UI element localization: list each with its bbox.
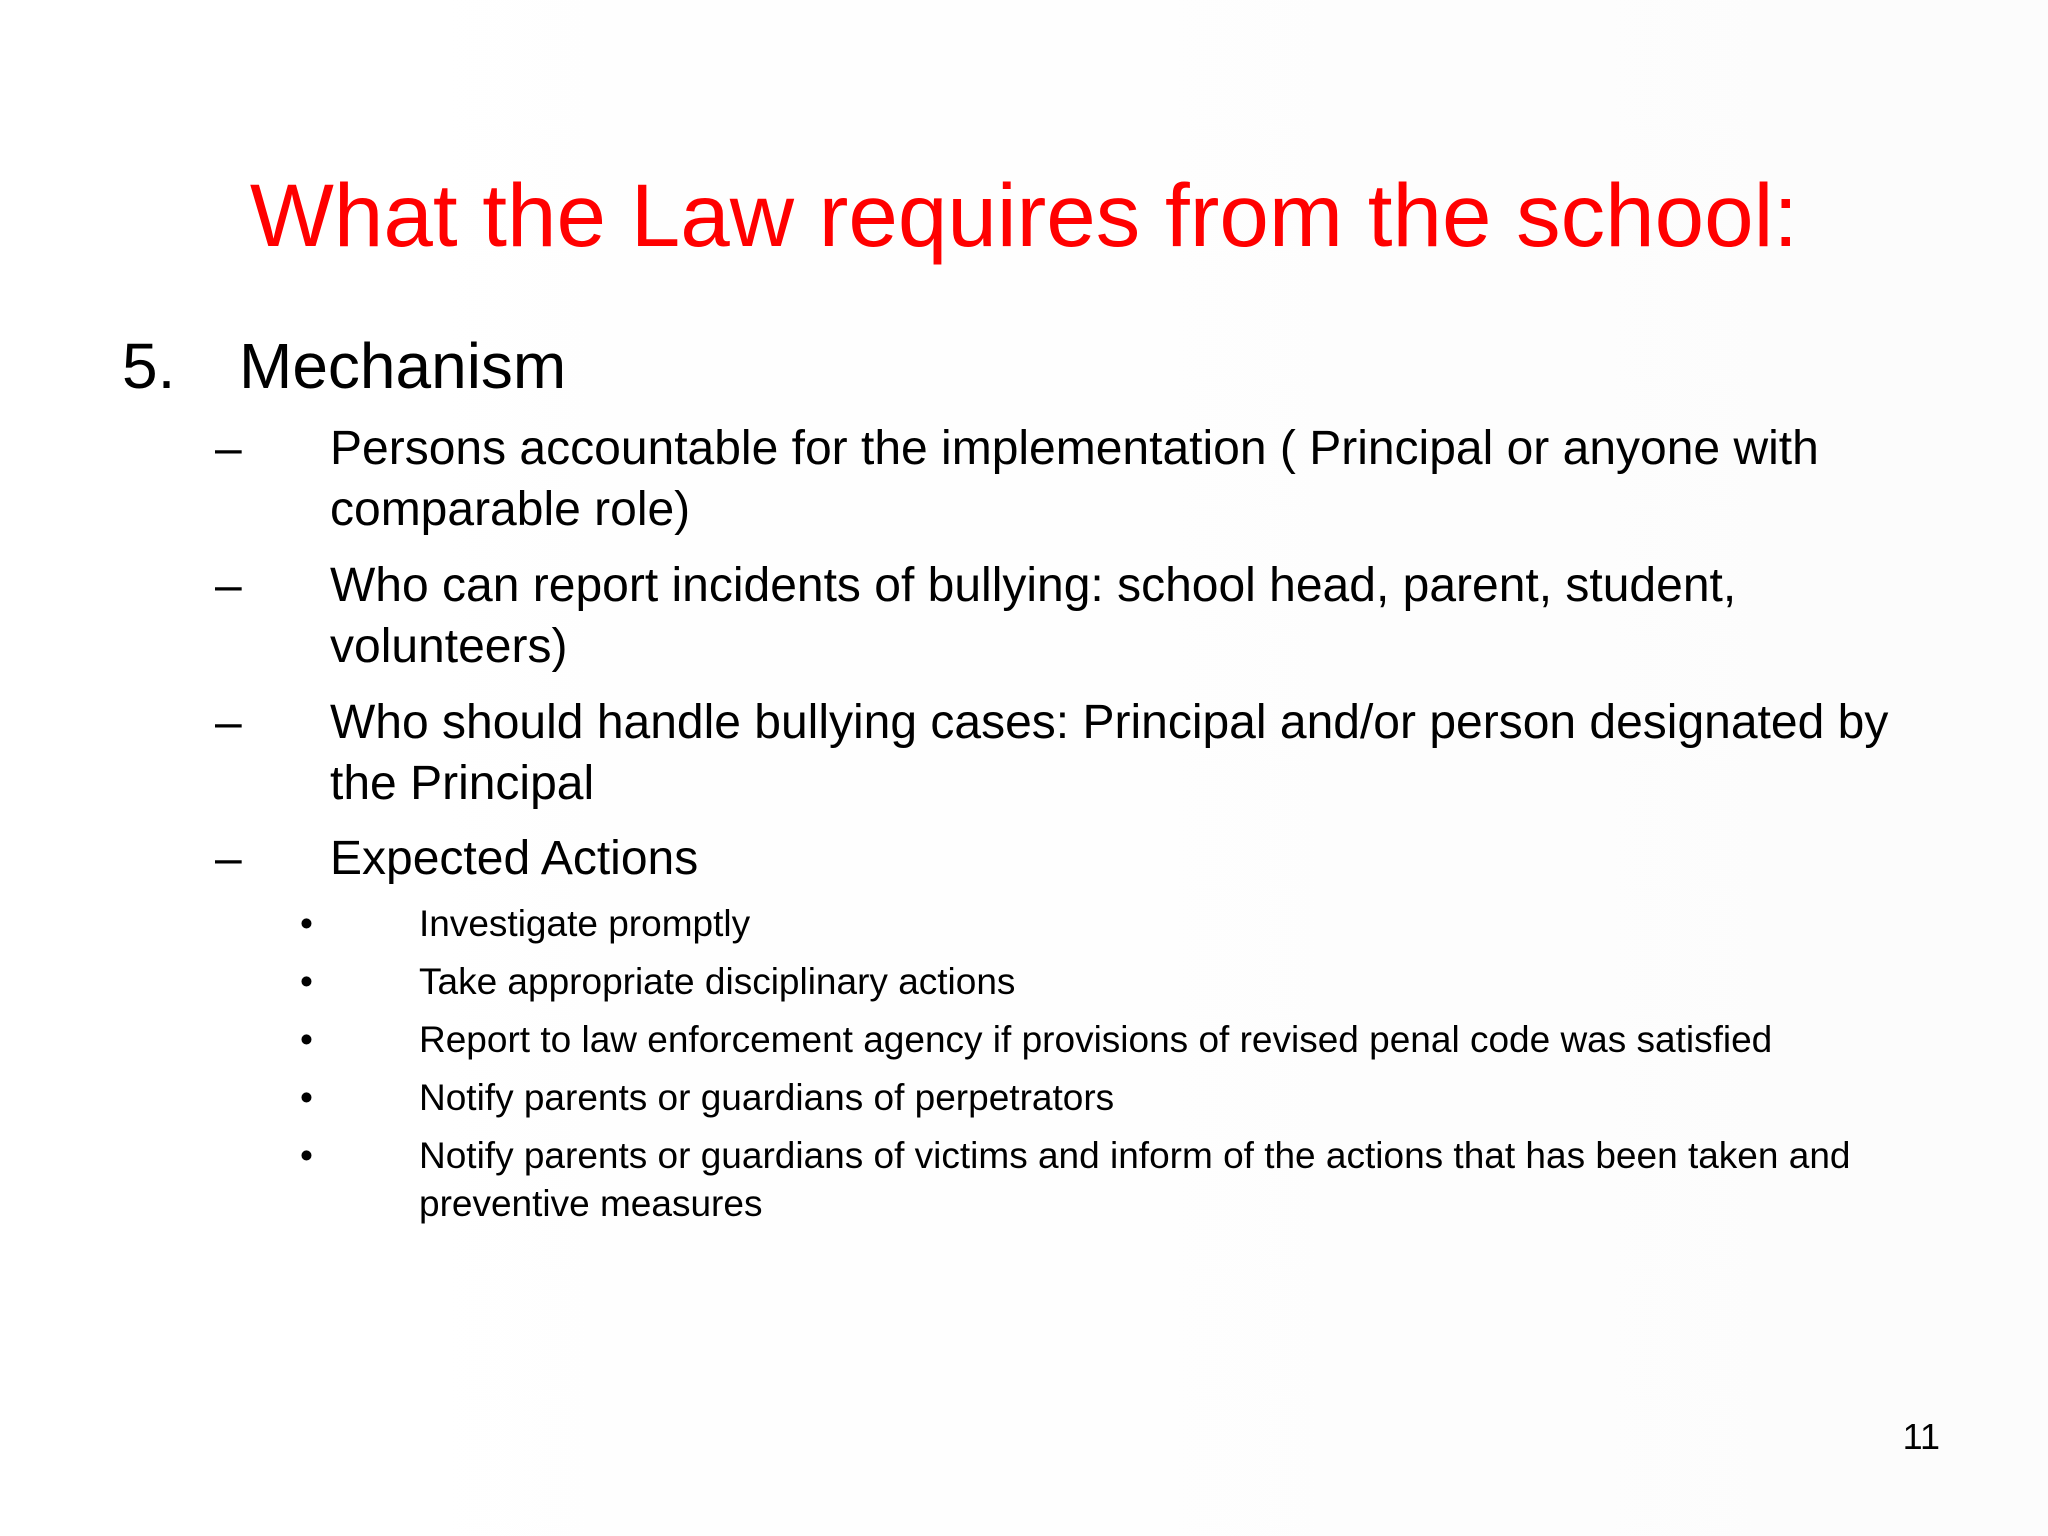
sub-list-item-text: Notify parents or guardians of victims and inform of the actions that has been taken and preventive measures <box>419 1135 1851 1224</box>
section-heading-text: Mechanism <box>239 330 567 402</box>
list-item-text: Who can report incidents of bullying: school head, parent, student, volunteers) <box>330 559 1737 673</box>
section-number: 5. <box>122 330 176 402</box>
list-item-text: Who should handle bullying cases: Principal and/or person designated by the Principal <box>330 696 1889 810</box>
list-item-text: Expected Actions <box>330 832 699 885</box>
bullet-marker: • <box>300 1019 313 1060</box>
dash-marker: – <box>215 832 242 885</box>
sub-list-item-text: Take appropriate disciplinary actions <box>419 961 1016 1002</box>
dash-marker: – <box>215 559 242 612</box>
sub-list-item-text: Notify parents or guardians of perpetrators <box>419 1077 1115 1118</box>
dash-marker: – <box>215 422 242 475</box>
sub-list-item-text: Report to law enforcement agency if provisions of revised penal code was satisfied <box>419 1019 1773 1060</box>
dash-marker: – <box>215 696 242 749</box>
list-item-text: Persons accountable for the implementation ( Principal or anyone with comparable role) <box>330 422 1819 536</box>
bullet-marker: • <box>300 1077 313 1118</box>
bullet-marker: • <box>300 961 313 1002</box>
slide-title: What the Law requires from the school: <box>249 165 1799 265</box>
bullet-marker: • <box>300 1135 313 1176</box>
page-number: 11 <box>1902 1416 1940 1457</box>
bullet-marker: • <box>300 903 313 944</box>
sub-list-item-text: Investigate promptly <box>419 903 751 944</box>
